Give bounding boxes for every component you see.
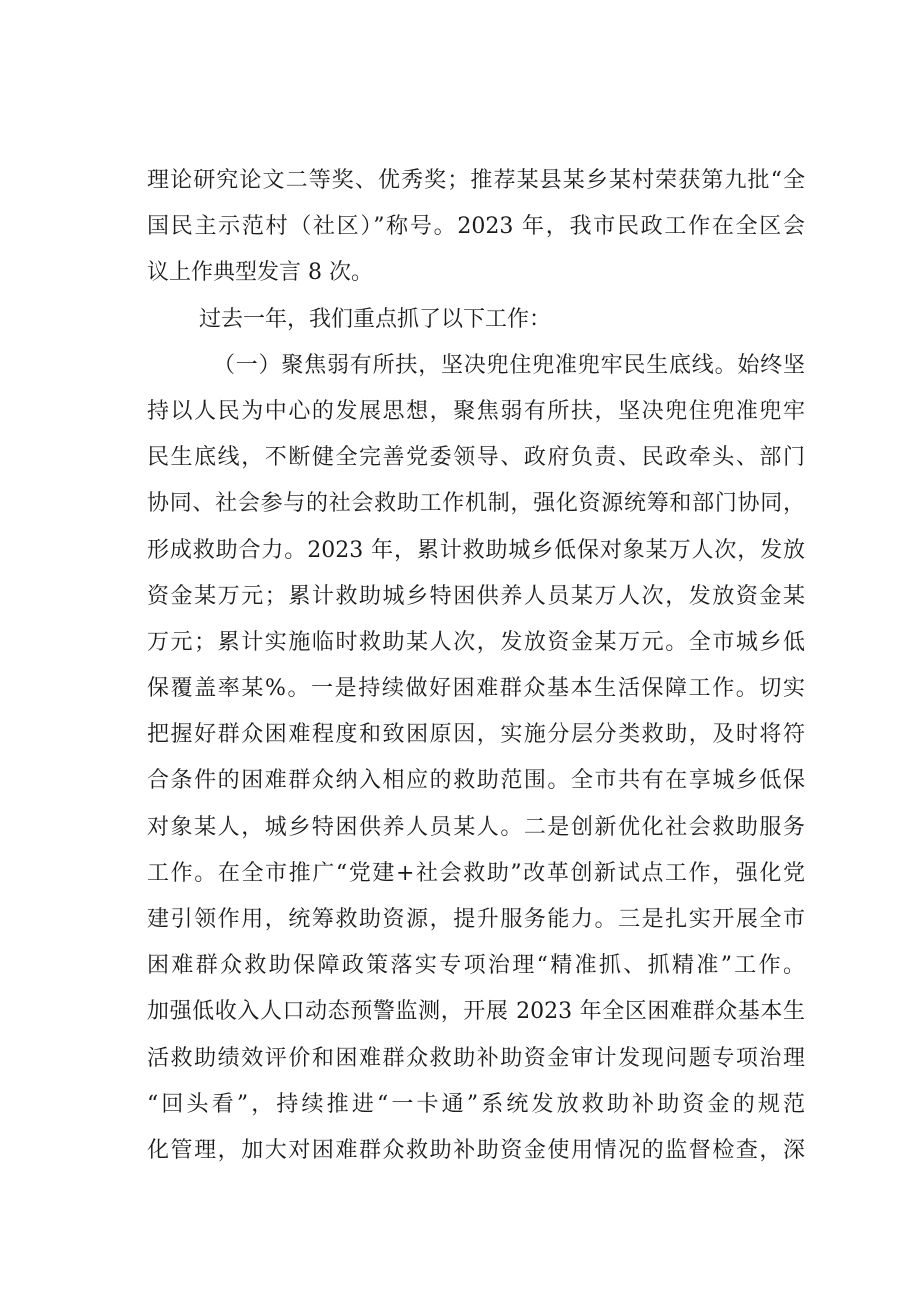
text-line: 建引领作用，统筹救助资源，提升服务能力。三是扎实开展全市 [147, 907, 805, 932]
text-line: 民生底线，不断健全完善党委领导、政府负责、民政牵头、部门 [147, 445, 805, 471]
text-line: 国民主示范村（社区）”称号。2023 年，我市民政工作在全区会 [147, 214, 805, 240]
text-line: 把握好群众困难程度和致困原因，实施分层分类救助，及时将符 [147, 722, 805, 748]
text-line: 协同、社会参与的社会救助工作机制，强化资源统筹和部门协同， [147, 491, 805, 517]
paragraph-intro: 过去一年，我们重点抓了以下工作： [199, 306, 552, 332]
text-line: 化管理，加大对困难群众救助补助资金使用情况的监督检查，深 [147, 1137, 805, 1163]
text-line: 资金某万元；累计救助城乡特困供养人员某万人次，发放资金某 [147, 583, 805, 609]
text-line: 困难群众救助保障政策落实专项治理“精准抓、抓精准”工作。 [147, 953, 805, 979]
section-heading-line: （一）聚焦弱有所扶，坚决兜住兜准兜牢民生底线。始终坚 [213, 352, 805, 378]
text-line: 活救助绩效评价和困难群众救助补助资金审计发现问题专项治理 [147, 1045, 805, 1071]
text-line: “回头看”，持续推进“一卡通”系统发放救助补助资金的规范 [147, 1091, 805, 1117]
text-line: 持以人民为中心的发展思想，聚焦弱有所扶，坚决兜住兜准兜牢 [147, 398, 805, 424]
text-line: 理论研究论文二等奖、优秀奖；推荐某县某乡某村荣获第九批“全 [147, 168, 805, 193]
text-line: 万元；累计实施临时救助某人次，发放资金某万元。全市城乡低 [147, 629, 805, 655]
text-line: 保覆盖率某%。一是持续做好困难群众基本生活保障工作。切实 [147, 676, 805, 702]
text-line: 对象某人，城乡特困供养人员某人。二是创新优化社会救助服务 [147, 814, 805, 840]
text-line: 议上作典型发言 8 次。 [147, 260, 373, 286]
text-line: 合条件的困难群众纳入相应的救助范围。全市共有在享城乡低保 [147, 768, 805, 794]
document-body [147, 158, 807, 1174]
text-line: 工作。在全市推广“党建+社会救助”改革创新试点工作，强化党 [147, 860, 805, 886]
text-line: 加强低收入人口动态预警监测，开展 2023 年全区困难群众基本生 [147, 999, 805, 1025]
text-line: 形成救助合力。2023 年，累计救助城乡低保对象某万人次，发放 [147, 537, 805, 563]
